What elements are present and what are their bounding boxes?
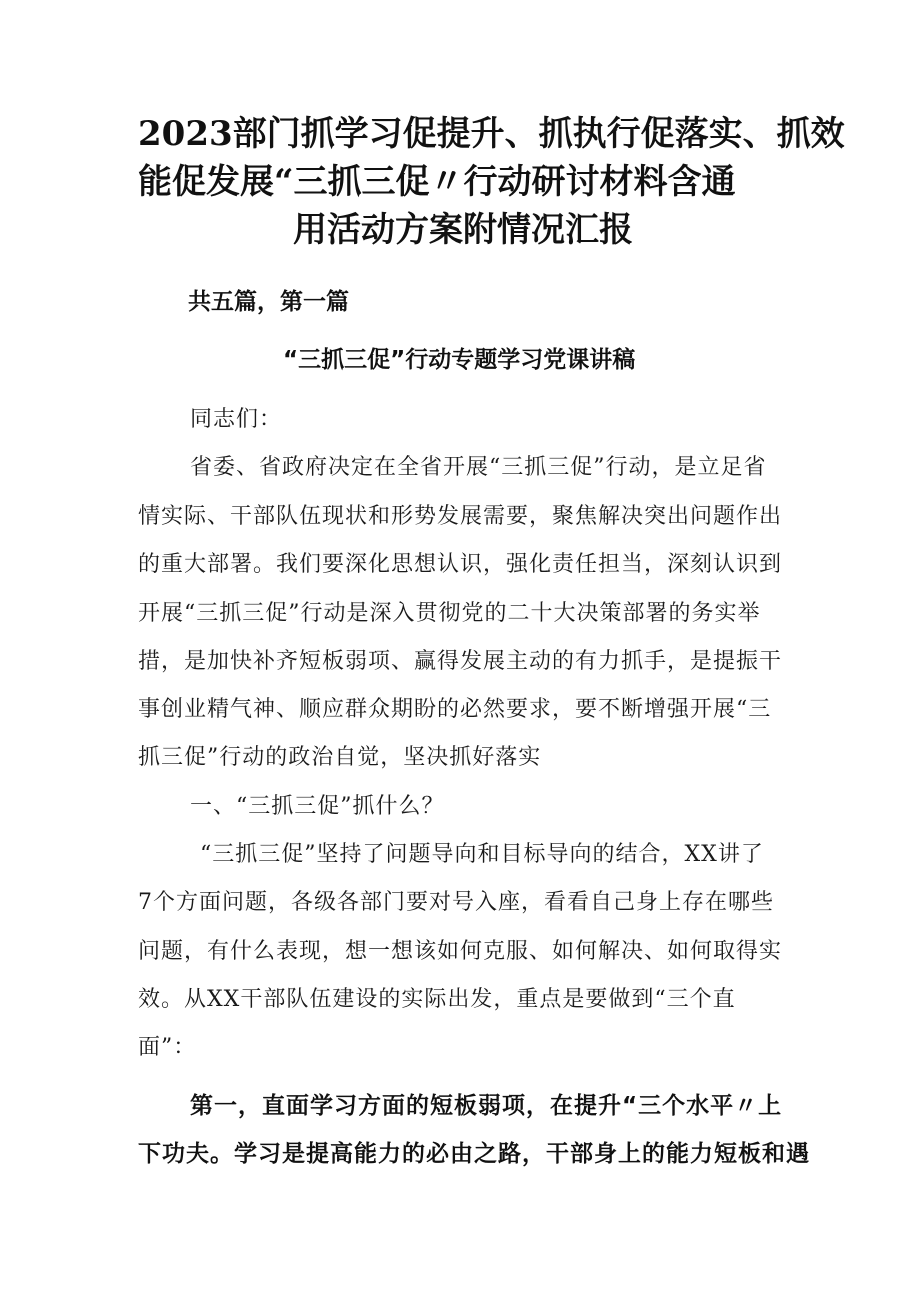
paragraph-1-line: 省委、省政府决定在全省开展“三抓三促”行动，是立足省 <box>190 455 767 480</box>
paragraph-2-line: “三抓三促”坚持了问题导向和目标导向的结合，XX讲了 <box>200 842 764 867</box>
paragraph-2-line: 面”： <box>138 1035 197 1060</box>
paragraph-3-line: 第一，直面学习方面的短板弱项，在提升“三个水平〃上 <box>190 1093 783 1119</box>
paragraph-1-line: 措，是加快补齐短板弱项、赢得发展主动的有力抓手，是提振干 <box>138 649 783 674</box>
part-label: 共五篇，第一篇 <box>188 289 349 315</box>
title-line-3: 用活动方案附情况汇报 <box>293 210 633 250</box>
paragraph-1-line: 事创业精气神、顺应群众期盼的必然要求，要不断增强开展“三 <box>138 697 772 722</box>
section-heading-1: 一、“三抓三促”抓什么？ <box>190 794 445 819</box>
paragraph-3-line: 下功夫。学习是提高能力的必由之路，干部身上的能力短板和遇 <box>138 1141 810 1167</box>
paragraph-2-line: 效。从XX干部队伍建设的实际出发，重点是要做到“三个直 <box>138 987 736 1012</box>
title-line-2: 能促发展“三抓三促〃行动研讨材料含通 <box>138 162 736 202</box>
paragraph-2-line: 7个方面问题，各级各部门要对号入座，看看自己身上存在哪些 <box>138 890 774 915</box>
paragraph-2-line: 问题，有什么表现，想一想该如何克服、如何解决、如何取得实 <box>138 939 783 964</box>
paragraph-1-line: 的重大部署。我们要深化思想认识，强化责任担当，深刻认识到 <box>138 552 783 577</box>
section-subtitle: “三抓三促”行动专题学习党课讲稿 <box>283 347 636 373</box>
salutation: 同志们： <box>190 407 283 432</box>
paragraph-1-line: 开展“三抓三促”行动是深入贯彻党的二十大决策部署的务实举 <box>138 601 761 626</box>
document-title <box>138 110 845 254</box>
title-line-1: 2023部门抓学习促提升、抓执行促落实、抓效 <box>138 114 845 154</box>
paragraph-1-line: 情实际、干部队伍现状和形势发展需要，聚焦解决突出问题作出 <box>138 504 783 529</box>
paragraph-1-line: 抓三促”行动的政治自觉，坚决抓好落实 <box>138 745 542 770</box>
